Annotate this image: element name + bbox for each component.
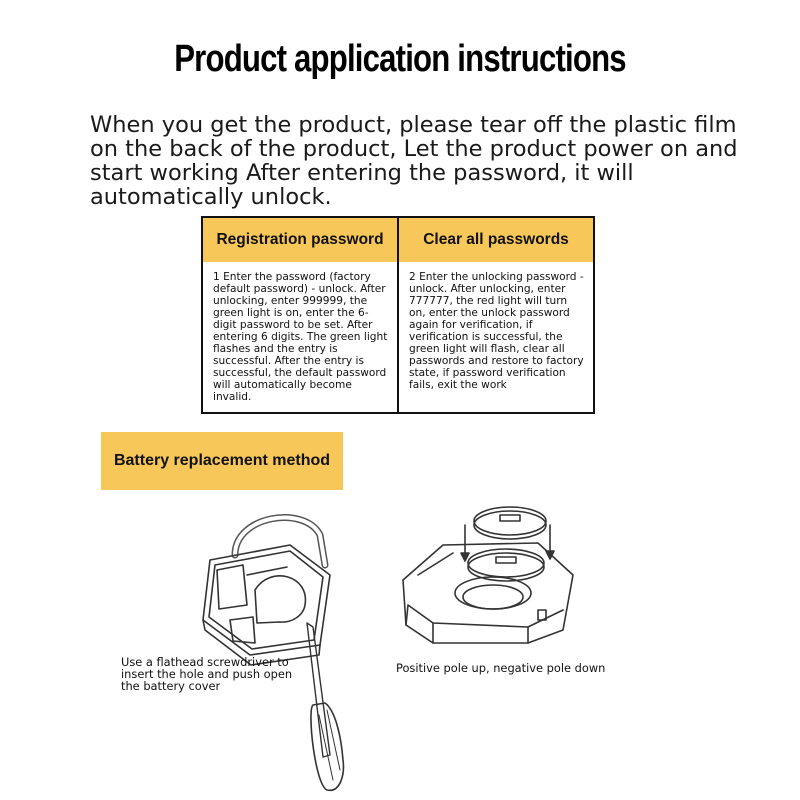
registration-text: 1 Enter the password (factory default password) - unlock. After unlocking, enter 999999, the green light is on, enter the 6-digit password to be set. After entering 6 digits. The green light flashes and the entry is successful. After the entry is successful, the default password will automatically become invalid. — [213, 271, 388, 403]
battery-polarity-caption: Positive pole up, negative pole down — [396, 661, 606, 675]
intro-paragraph: When you get the product, please tear off the plastic film on the back of the product, Let the product power on and start working After entering the password, it will automatically unlock. — [90, 112, 738, 210]
registration-heading: Registration password — [203, 218, 397, 262]
padlock-with-screwdriver-illustration — [195, 505, 375, 795]
clear-passwords-heading: Clear all passwords — [399, 218, 593, 262]
instructions-table — [201, 216, 595, 414]
clear-passwords-text: 2 Enter the unlocking password - unlock. After unlocking, enter 777777, the red light will turn on, enter the unlock password again for verification, if verification is successful, the green light will flash, clear all passwords and restore to factory state, if password verification fails, exit the work — [409, 271, 584, 391]
clear-passwords-column — [397, 218, 593, 412]
battery-section-heading: Battery replacement method — [101, 432, 343, 490]
screwdriver-caption: Use a flathead screwdriver to insert the hole and push open the battery cover — [121, 655, 293, 693]
registration-column — [203, 218, 397, 412]
page-title: Product application instructions — [174, 38, 626, 80]
battery-insertion-illustration — [398, 505, 583, 655]
